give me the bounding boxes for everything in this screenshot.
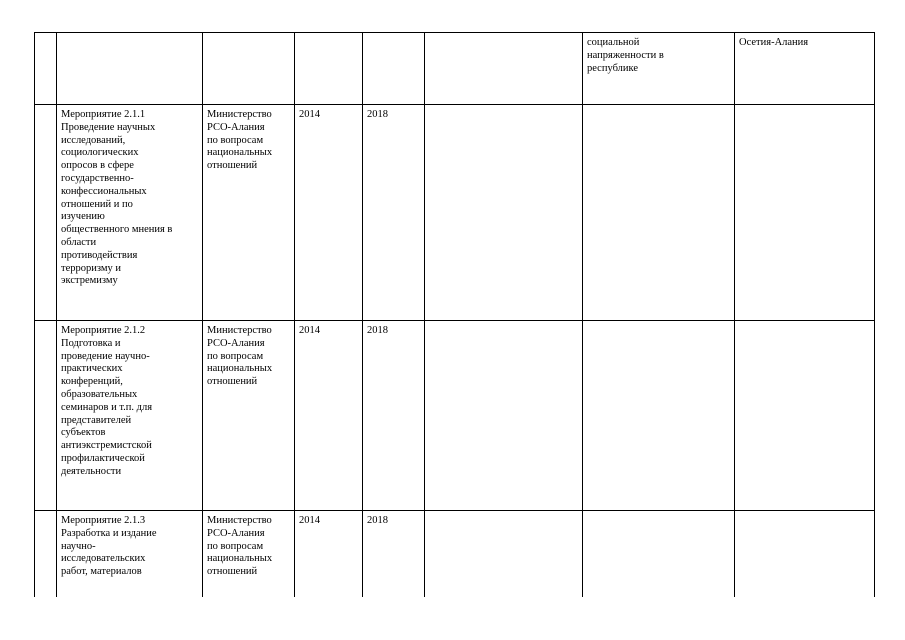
- document-table: [34, 32, 875, 597]
- table-cell-event: Мероприятие 2.1.2 Подготовка и проведение научно- практических конференций, образовательных семинаров и т.п. для представителей субъектов антиэкстремистской профилактической деятельности: [57, 321, 203, 511]
- table-cell-end-year: 2018: [363, 321, 425, 511]
- table-cell-end-year: 2018: [363, 511, 425, 597]
- table-cell-region: [735, 105, 875, 321]
- table-cell-start-year: 2014: [295, 105, 363, 321]
- table-cell-result: социальной напряженности в республике: [583, 33, 735, 105]
- table-cell-region: Осетия-Алания: [735, 33, 875, 105]
- table-row: [35, 511, 875, 597]
- table-cell-region: [735, 321, 875, 511]
- table-cell-end-year: 2018: [363, 105, 425, 321]
- table-cell-blank: [425, 511, 583, 597]
- table-cell-event: Мероприятие 2.1.3 Разработка и издание научно- исследовательских работ, материалов: [57, 511, 203, 597]
- table-row: [35, 33, 875, 105]
- table-cell-index: [35, 33, 57, 105]
- table-cell-result: [583, 105, 735, 321]
- table-cell-start-year: 2014: [295, 511, 363, 597]
- table-row: [35, 321, 875, 511]
- table-cell-event: Мероприятие 2.1.1 Проведение научных исследований, социологических опросов в сфере государственно- конфессиональных отношений и по изучению общественного мнения в области противодействия терроризму и экстремизму: [57, 105, 203, 321]
- table-cell-index: [35, 321, 57, 511]
- table-cell-blank: [425, 321, 583, 511]
- table-cell-index: [35, 511, 57, 597]
- table-cell-start-year: 2014: [295, 321, 363, 511]
- table-cell-result: [583, 511, 735, 597]
- table-cell-event: [57, 33, 203, 105]
- table-cell-blank: [425, 33, 583, 105]
- table-row: [35, 105, 875, 321]
- table-cell-end-year: [363, 33, 425, 105]
- table-cell-executor: [203, 33, 295, 105]
- table-cell-result: [583, 321, 735, 511]
- table-cell-executor: Министерство РСО-Алания по вопросам национальных отношений: [203, 105, 295, 321]
- table-cell-index: [35, 105, 57, 321]
- table-cell-executor: Министерство РСО-Алания по вопросам национальных отношений: [203, 321, 295, 511]
- table-cell-executor: Министерство РСО-Алания по вопросам национальных отношений: [203, 511, 295, 597]
- table-cell-start-year: [295, 33, 363, 105]
- table-cell-blank: [425, 105, 583, 321]
- table-cell-region: [735, 511, 875, 597]
